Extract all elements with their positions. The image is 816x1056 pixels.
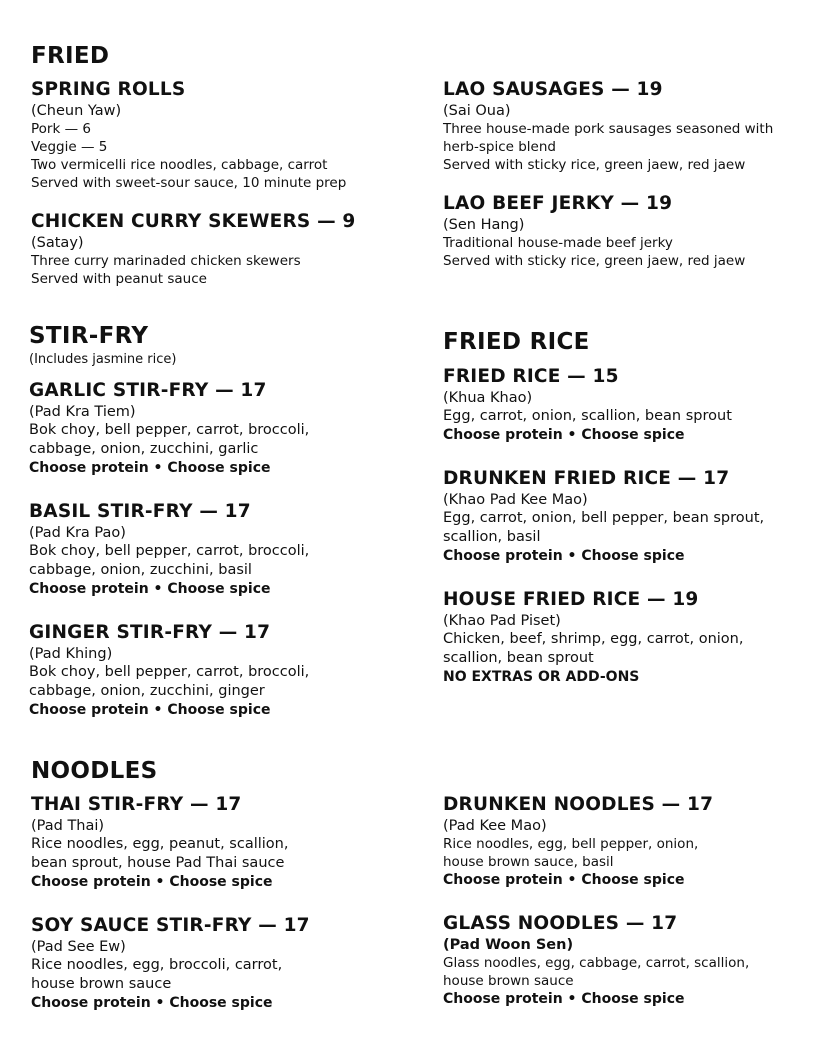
choose-options: Choose protein • Choose spice [29, 460, 271, 477]
description-line: Bok choy, bell pepper, carrot, broccoli, [29, 664, 310, 681]
item-title: SPRING ROLLS [31, 79, 186, 100]
item-subtitle: (Pad Khing) [29, 646, 113, 663]
section-title-stir-fry: STIR-FRY [29, 323, 149, 349]
item-description [31, 956, 310, 994]
item-subtitle: (Pad Thai) [31, 818, 105, 835]
menu-item-drunken-noodles [443, 794, 713, 890]
item-title: SOY SAUCE STIR-FRY — 17 [31, 915, 310, 936]
item-title: BASIL STIR-FRY — 17 [29, 501, 251, 522]
item-subtitle: (Sen Hang) [443, 217, 525, 234]
choose-options: Choose protein • Choose spice [443, 548, 685, 565]
item-subtitle: (Khao Pad Piset) [443, 613, 561, 630]
description-line: Veggie — 5 [31, 139, 108, 156]
item-description [443, 630, 743, 668]
section-note: (Includes jasmine rice) [29, 352, 177, 367]
description-line: Two vermicelli rice noodles, cabbage, carrot [31, 157, 328, 174]
section-title-fried: FRIED [31, 43, 110, 69]
menu-item-thai-stir-fry [31, 794, 288, 892]
menu-item-lao-sausages [443, 79, 773, 174]
item-title: HOUSE FRIED RICE — 19 [443, 589, 699, 610]
item-title: GLASS NOODLES — 17 [443, 913, 678, 934]
item-title: LAO SAUSAGES — 19 [443, 79, 663, 100]
description-line: house brown sauce [443, 973, 574, 990]
item-description [31, 835, 288, 873]
description-line: house brown sauce [31, 976, 172, 993]
description-line: cabbage, onion, zucchini, garlic [29, 441, 259, 458]
item-subtitle: (Satay) [31, 235, 84, 252]
description-line: Traditional house-made beef jerky [443, 235, 673, 252]
item-subtitle: (Sai Oua) [443, 103, 511, 120]
section-title-fried-rice: FRIED RICE [443, 329, 590, 355]
description-line: scallion, bean sprout [443, 650, 594, 667]
item-title: GINGER STIR-FRY — 17 [29, 622, 271, 643]
description-line: cabbage, onion, zucchini, ginger [29, 683, 265, 700]
item-description [443, 120, 773, 174]
item-subtitle: (Khao Pad Kee Mao) [443, 492, 588, 509]
menu-item-basil-stir-fry [29, 501, 309, 599]
menu-item-drunken-fried-rice [443, 468, 764, 566]
description-line: Bok choy, bell pepper, carrot, broccoli, [29, 543, 310, 560]
no-extras-note: NO EXTRAS OR ADD-ONS [443, 669, 640, 686]
description-line: Rice noodles, egg, broccoli, carrot, [31, 957, 283, 974]
description-line: Served with sticky rice, green jaew, red jaew [443, 253, 746, 270]
menu-item-fried-rice [443, 366, 732, 445]
description-line: Rice noodles, egg, bell pepper, onion, [443, 836, 699, 853]
choose-options: Choose protein • Choose spice [443, 991, 685, 1008]
description-line: Chicken, beef, shrimp, egg, carrot, onion, [443, 631, 744, 648]
menu-item-glass-noodles [443, 913, 749, 1009]
description-line: Three house-made pork sausages seasoned with [443, 121, 774, 138]
description-line: Served with sweet-sour sauce, 10 minute prep [31, 175, 347, 192]
description-line: cabbage, onion, zucchini, basil [29, 562, 252, 579]
description-line: bean sprout, house Pad Thai sauce [31, 855, 285, 872]
description-line: herb-spice blend [443, 139, 556, 156]
item-subtitle: (Pad Kra Tiem) [29, 404, 136, 421]
description-line: Three curry marinaded chicken skewers [31, 253, 301, 270]
item-description [31, 120, 346, 192]
menu-item-garlic-stir-fry [29, 380, 309, 478]
choose-options: Choose protein • Choose spice [443, 427, 685, 444]
item-subtitle: (Pad Kee Mao) [443, 818, 547, 835]
description-line: Egg, carrot, onion, scallion, bean sprout [443, 408, 732, 425]
choose-options: Choose protein • Choose spice [29, 581, 271, 598]
menu-item-spring-rolls [31, 79, 346, 192]
section-title-noodles: NOODLES [31, 758, 158, 784]
menu-item-chicken-curry-skewers [31, 211, 356, 288]
menu-item-ginger-stir-fry [29, 622, 309, 720]
description-line: Served with sticky rice, green jaew, red jaew [443, 157, 746, 174]
item-subtitle: (Khua Khao) [443, 390, 533, 407]
choose-options: Choose protein • Choose spice [29, 702, 271, 719]
item-subtitle: (Pad Woon Sen) [443, 937, 574, 954]
item-title: DRUNKEN FRIED RICE — 17 [443, 468, 730, 489]
item-description [443, 835, 713, 871]
item-description [443, 234, 745, 270]
menu-item-lao-beef-jerky [443, 193, 745, 270]
section-header-stir-fry [29, 325, 176, 368]
description-line: Bok choy, bell pepper, carrot, broccoli, [29, 422, 310, 439]
item-subtitle: (Pad See Ew) [31, 939, 126, 956]
choose-options: Choose protein • Choose spice [443, 872, 685, 889]
item-description [29, 421, 309, 459]
item-description [443, 509, 764, 547]
description-line: Glass noodles, egg, cabbage, carrot, scallion, [443, 955, 750, 972]
item-description [31, 252, 356, 288]
menu-item-house-fried-rice [443, 589, 743, 687]
choose-options: Choose protein • Choose spice [31, 874, 273, 891]
item-description [443, 954, 749, 990]
menu-item-soy-sauce-stir-fry [31, 915, 310, 1013]
item-title: CHICKEN CURRY SKEWERS — 9 [31, 211, 356, 232]
item-description [29, 542, 309, 580]
item-subtitle: (Pad Kra Pao) [29, 525, 126, 542]
description-line: Egg, carrot, onion, bell pepper, bean sprout, [443, 510, 765, 527]
description-line: Served with peanut sauce [31, 271, 207, 288]
item-subtitle: (Cheun Yaw) [31, 103, 122, 120]
item-title: DRUNKEN NOODLES — 17 [443, 794, 714, 815]
choose-options: Choose protein • Choose spice [31, 995, 273, 1012]
description-line: Pork — 6 [31, 121, 91, 138]
description-line: scallion, basil [443, 529, 541, 546]
description-line: house brown sauce, basil [443, 854, 614, 871]
item-title: FRIED RICE — 15 [443, 366, 619, 387]
item-title: THAI STIR-FRY — 17 [31, 794, 242, 815]
item-description [443, 407, 732, 426]
item-title: GARLIC STIR-FRY — 17 [29, 380, 267, 401]
description-line: Rice noodles, egg, peanut, scallion, [31, 836, 289, 853]
item-title: LAO BEEF JERKY — 19 [443, 193, 673, 214]
item-description [29, 663, 309, 701]
